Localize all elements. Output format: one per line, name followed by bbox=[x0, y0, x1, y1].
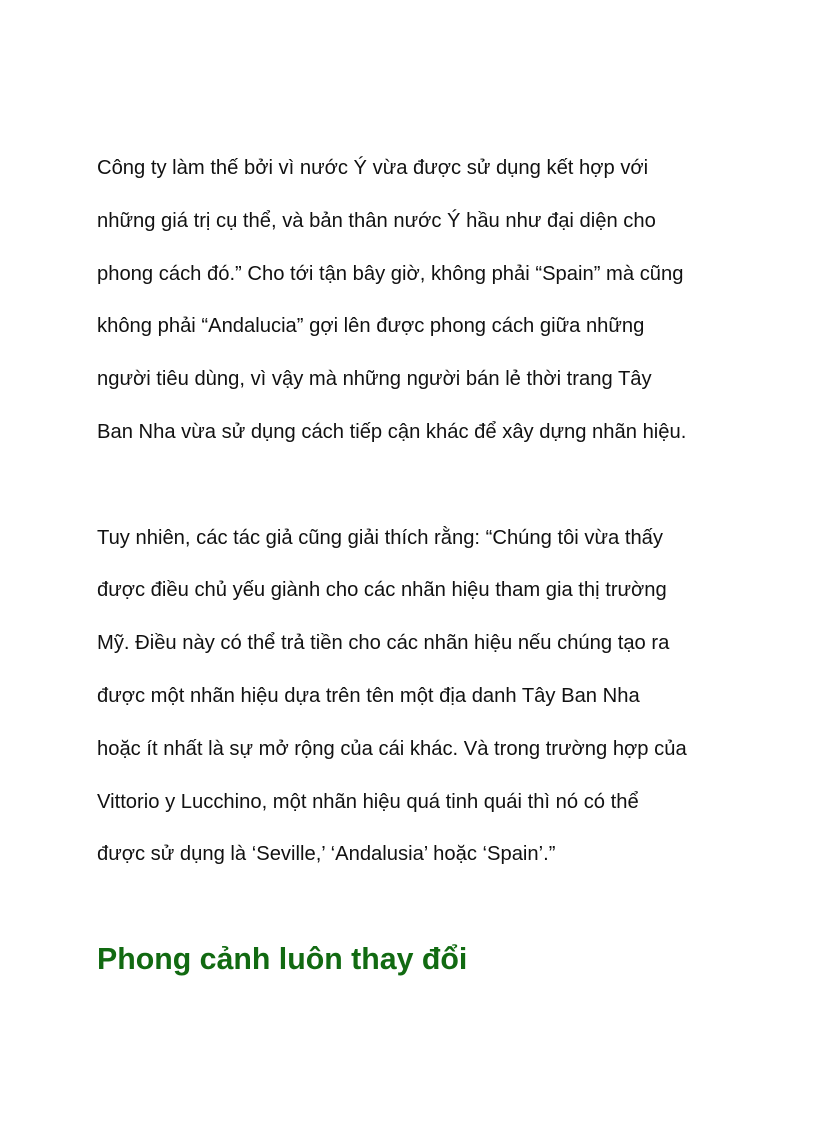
paragraph-line: được một nhãn hiệu dựa trên tên một địa danh Tây Ban Nha bbox=[97, 684, 640, 707]
paragraph-2 bbox=[97, 512, 737, 882]
paragraph-1 bbox=[97, 142, 737, 459]
paragraph-line: Công ty làm thế bởi vì nước Ý vừa được sử dụng kết hợp với bbox=[97, 157, 649, 179]
document-body bbox=[97, 142, 737, 987]
paragraph-line: không phải “Andalucia” gợi lên được phong cách giữa những bbox=[97, 315, 645, 338]
paragraph-line: Tuy nhiên, các tác giả cũng giải thích rằng: “Chúng tôi vừa thấy bbox=[97, 526, 663, 549]
paragraph-line: được điều chủ yếu giành cho các nhãn hiệu tham gia thị trường bbox=[97, 579, 667, 602]
paragraph-line: được sử dụng là ‘Seville,’ ‘Andalusia’ hoặc ‘Spain’.” bbox=[97, 843, 556, 866]
section-heading: Phong cảnh luôn thay đổi bbox=[97, 942, 468, 976]
paragraph-line: Ban Nha vừa sử dụng cách tiếp cận khác để xây dựng nhãn hiệu. bbox=[97, 420, 687, 443]
paragraph-spacer bbox=[97, 881, 737, 934]
paragraph-line: phong cách đó.” Cho tới tận bây giờ, không phải “Spain” mà cũng bbox=[97, 262, 684, 285]
paragraph-spacer bbox=[97, 459, 737, 512]
paragraph-line: người tiêu dùng, vì vậy mà những người bán lẻ thời trang Tây bbox=[97, 368, 652, 391]
paragraph-line: Mỹ. Điều này có thể trả tiền cho các nhãn hiệu nếu chúng tạo ra bbox=[97, 632, 670, 655]
paragraph-line: Vittorio y Lucchino, một nhãn hiệu quá tinh quái thì nó có thể bbox=[97, 790, 639, 813]
paragraph-line: những giá trị cụ thể, và bản thân nước Ý hầu như đại diện cho bbox=[97, 209, 656, 232]
paragraph-line: hoặc ít nhất là sự mở rộng của cái khác. Và trong trường hợp của bbox=[97, 737, 687, 760]
